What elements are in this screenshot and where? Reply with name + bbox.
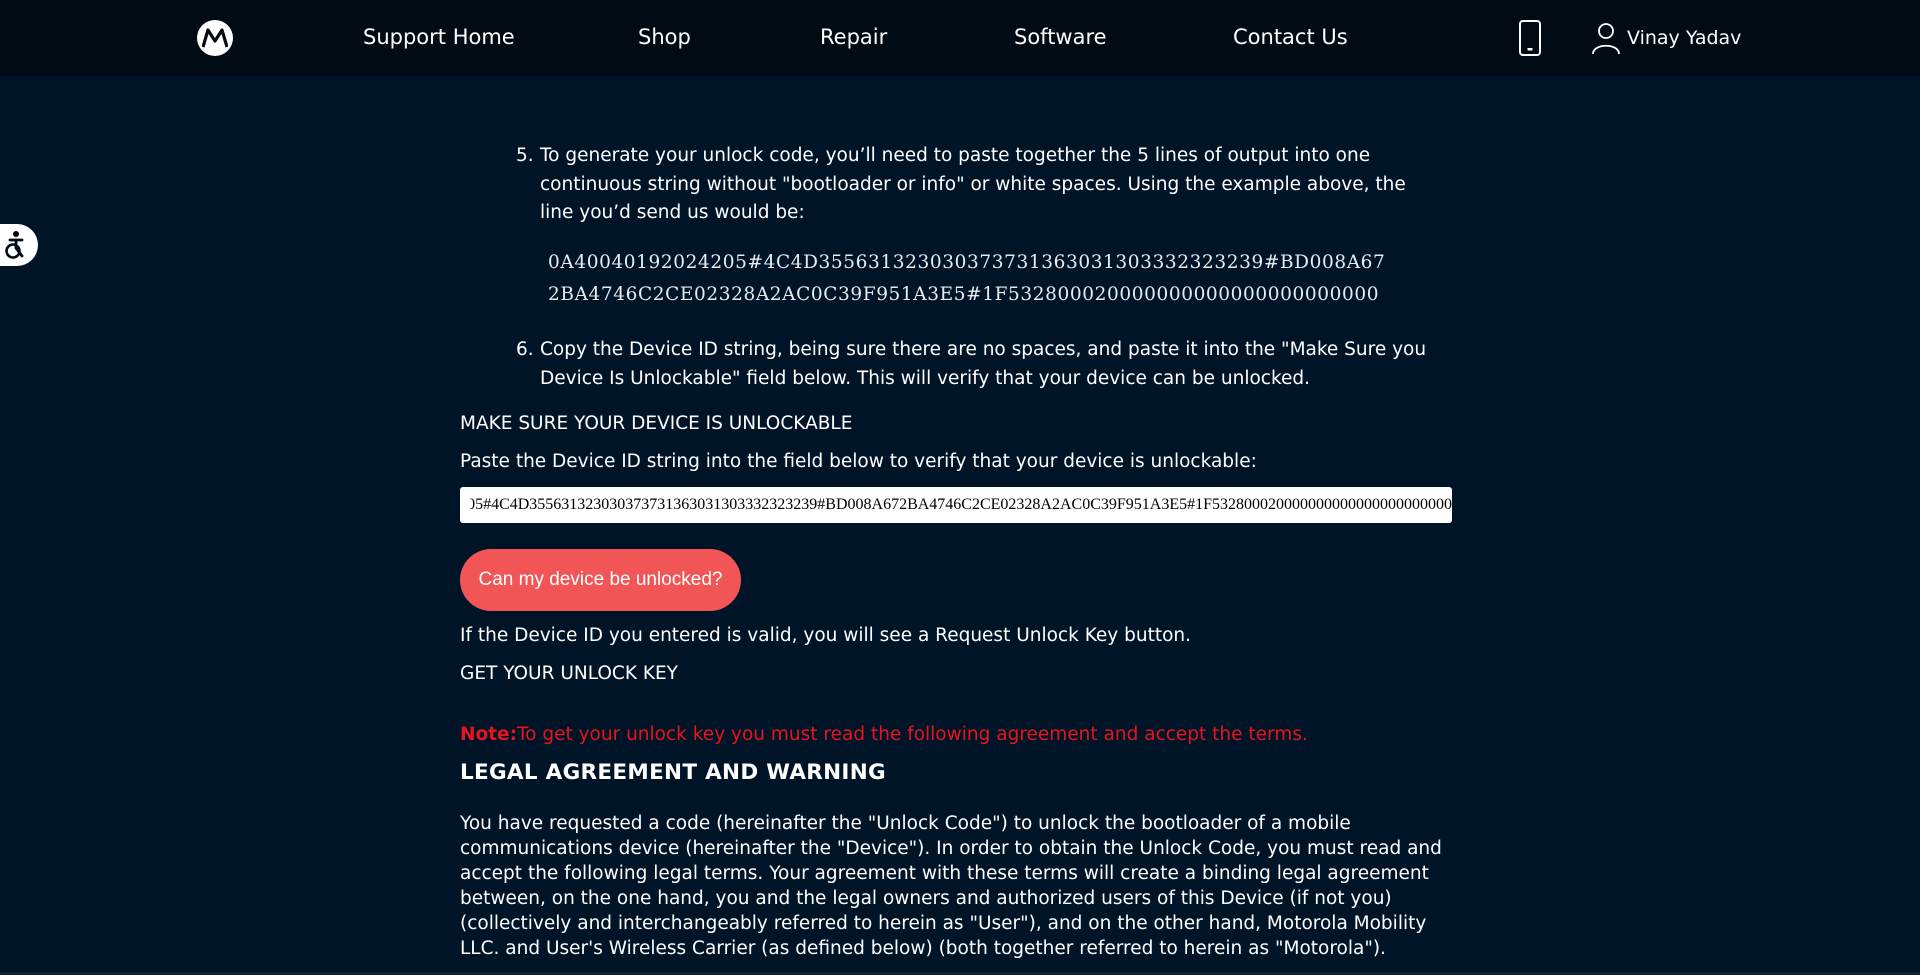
nav-shop[interactable]: Shop	[638, 25, 691, 49]
example-code-line-1: 0A40040192024205#4C4D355631323030373731363031303332323239#BD008A67	[548, 252, 1386, 273]
nav-contact-us[interactable]: Contact Us	[1233, 25, 1348, 49]
nav-support-home[interactable]: Support Home	[363, 25, 515, 49]
user-name: Vinay Yadav	[1627, 27, 1742, 49]
user-account-menu[interactable]	[1591, 20, 1741, 56]
top-navigation-bar	[0, 0, 1920, 76]
check-unlockable-button[interactable]: Can my device be unlocked?	[460, 549, 741, 611]
note-label: Note:	[460, 724, 517, 745]
unlock-result-text: If the Device ID you entered is valid, you will see a Request Unlock Key button.	[460, 625, 1192, 646]
step-number: 5.	[516, 145, 534, 166]
device-id-input[interactable]	[460, 487, 1452, 523]
nav-software[interactable]: Software	[1014, 25, 1107, 49]
unlockable-instruction: Paste the Device ID string into the field below to verify that your device is unlockable:	[460, 451, 1257, 472]
legal-body: You have requested a code (hereinafter the "Unlock Code") to unlock the bootloader of a mobile communications device (hereinafter the "Device"). In order to obtain the Unlock Code, you must read and accept the following legal terms. Your agreement with these terms will create a binding legal agreement between, on the one hand, you and the legal owners and authorized users of this Device (if not you) (collectively and interchangeably referred to herein as "User"), and on the other hand, Motorola Mobility LLC. and User's Wireless Carrier (as defined below) (both together referred to herein as "Motorola").	[460, 813, 1442, 959]
step-text: Copy the Device ID string, being sure there are no spaces, and paste it into the "Make Sure you Device Is Unlockable" field below. This will verify that your device can be unlocked.	[540, 339, 1427, 389]
user-icon	[1591, 21, 1621, 55]
note-message: To get your unlock key you must read the following agreement and accept the terms.	[516, 724, 1308, 745]
accessibility-icon[interactable]	[0, 224, 38, 266]
instruction-step-6	[516, 336, 1436, 393]
unlockable-heading: MAKE SURE YOUR DEVICE IS UNLOCKABLE	[460, 413, 853, 434]
note-text	[460, 724, 1308, 745]
nav-repair[interactable]: Repair	[820, 25, 888, 49]
step-number: 6.	[516, 339, 534, 360]
instruction-step-5	[516, 142, 1436, 228]
example-device-id	[548, 247, 1448, 311]
get-unlock-key-heading: GET YOUR UNLOCK KEY	[460, 663, 678, 684]
motorola-logo-icon[interactable]	[197, 20, 233, 56]
phone-icon[interactable]	[1517, 19, 1543, 57]
example-code-line-2: 2BA4746C2CE02328A2AC0C39F951A3E5#1F532800020000000000000000000000	[548, 284, 1380, 305]
step-text: To generate your unlock code, you’ll need to paste together the 5 lines of output into one continuous string without "bootloader or info" or white spaces. Using the example above, the line you’d send us would be:	[540, 145, 1406, 223]
legal-heading: LEGAL AGREEMENT AND WARNING	[460, 760, 886, 785]
